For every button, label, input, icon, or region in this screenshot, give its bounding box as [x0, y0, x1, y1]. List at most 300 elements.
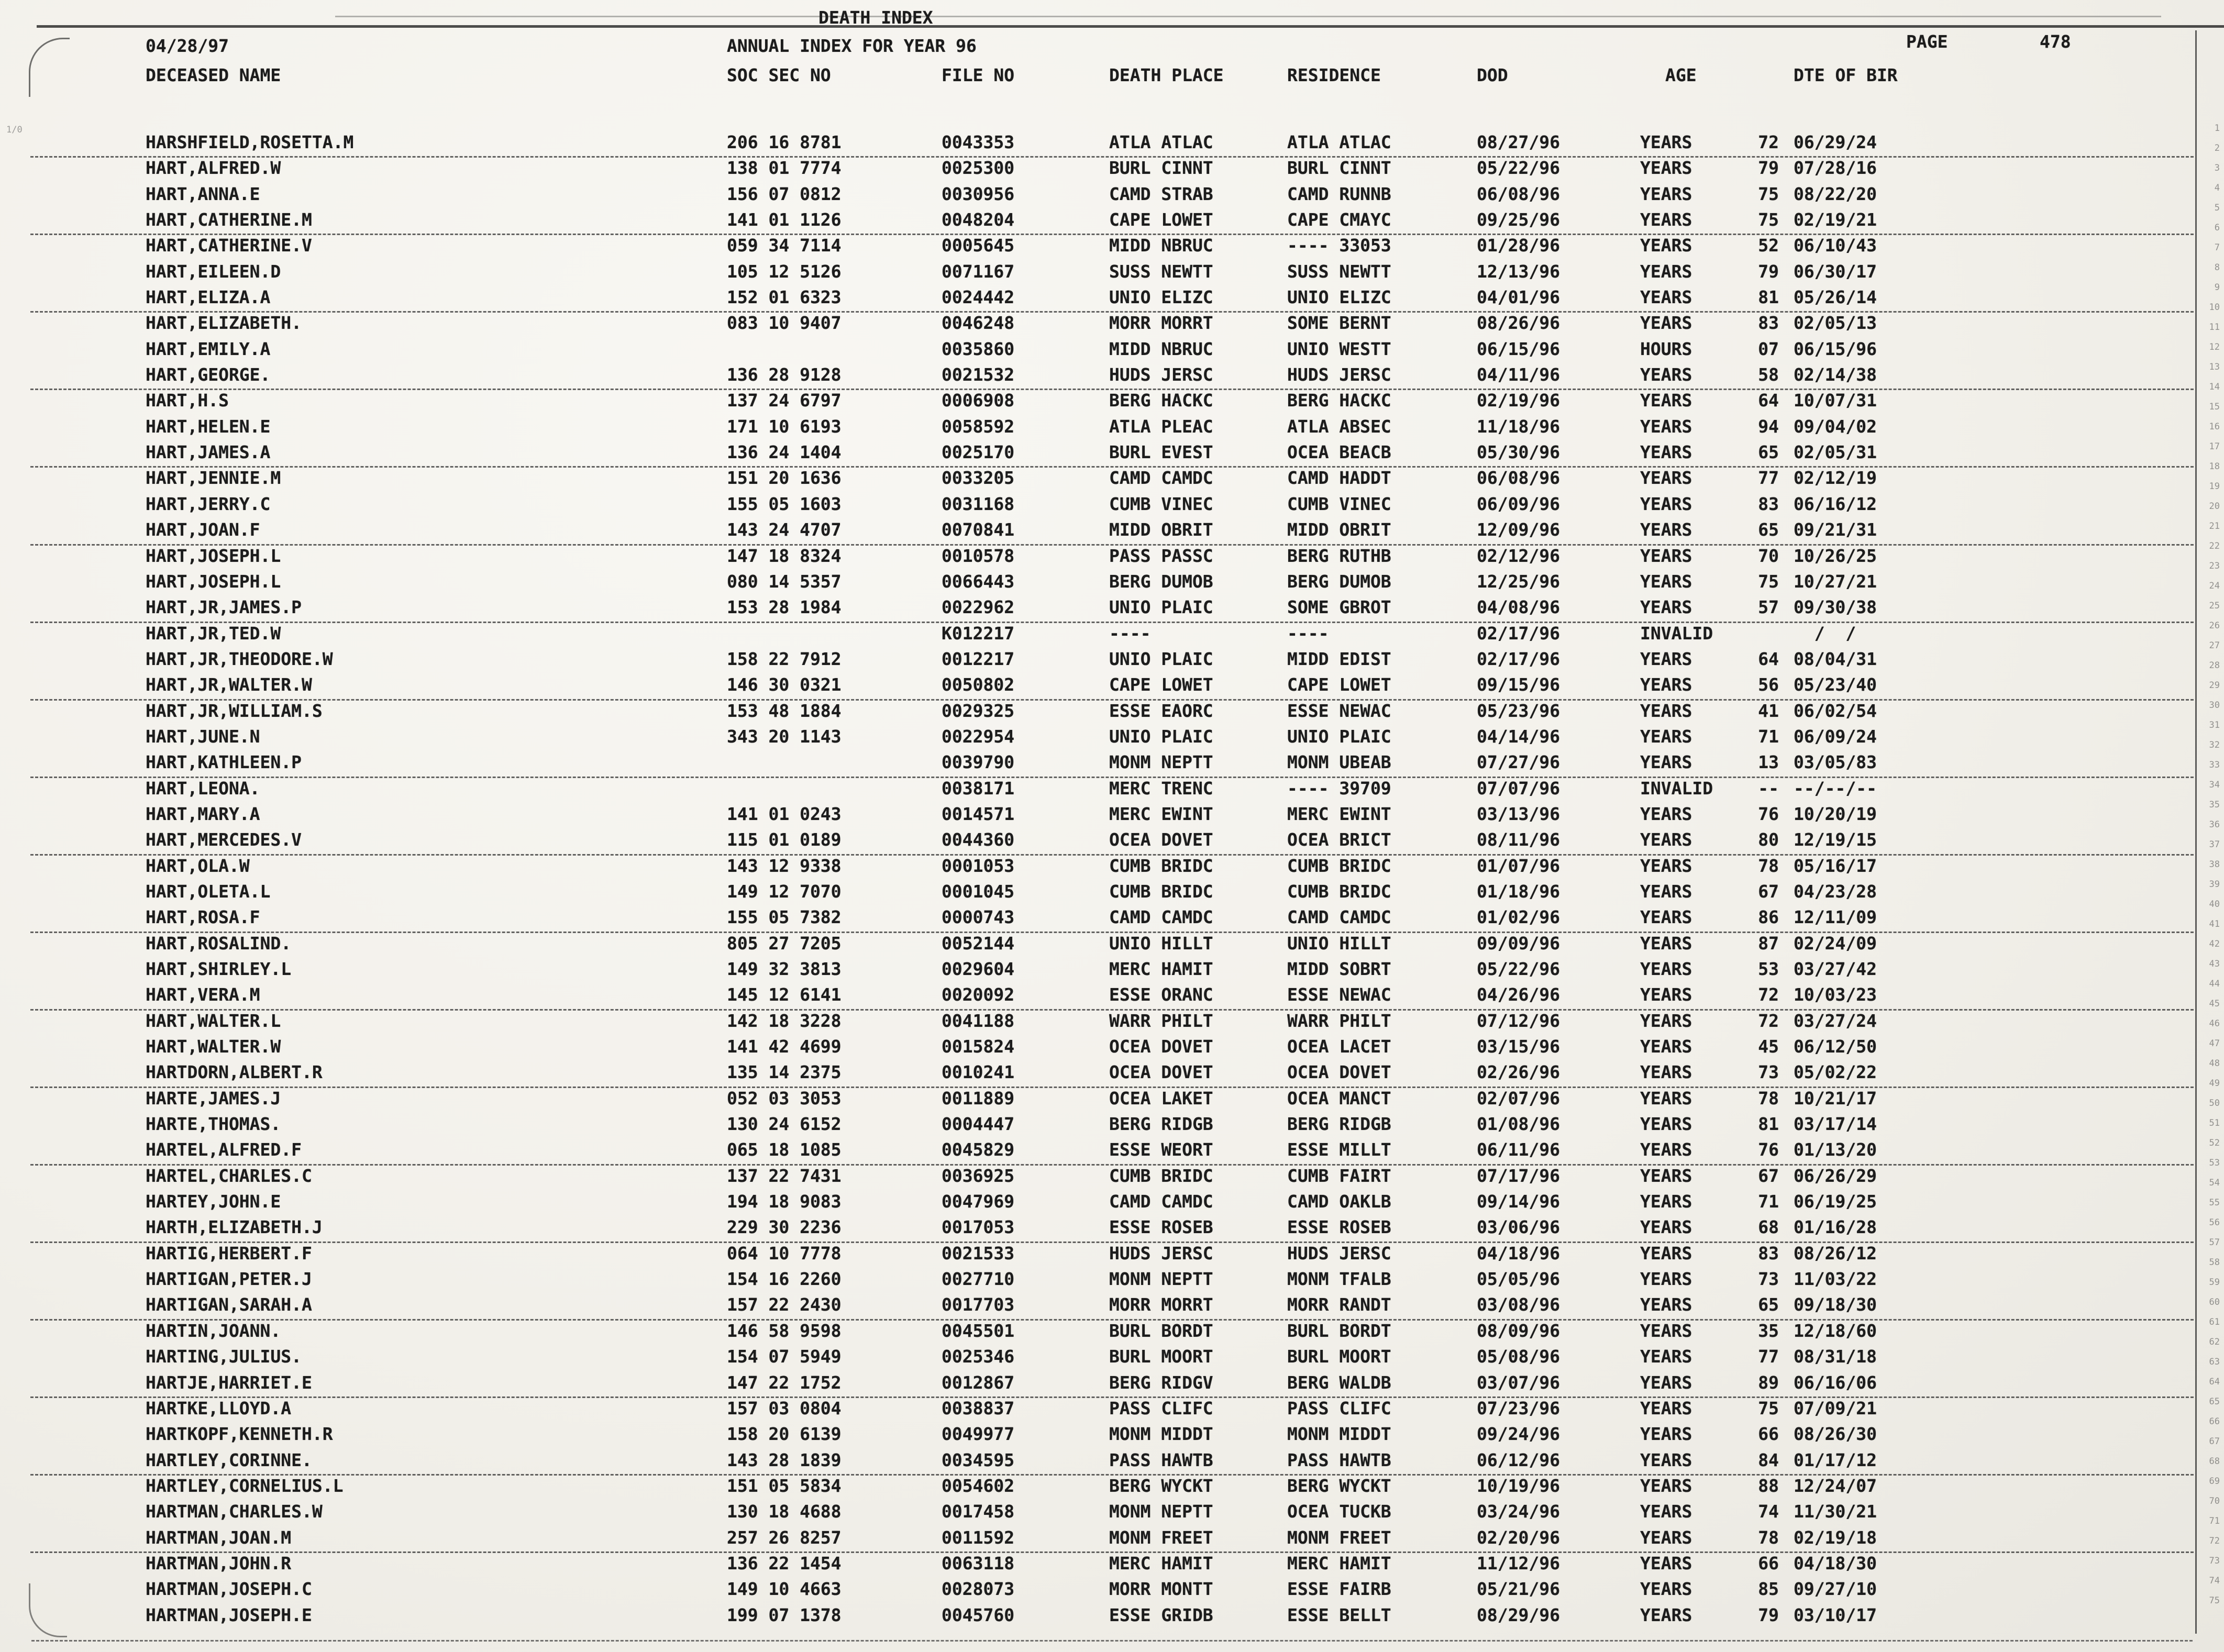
cell-soc-sec-no: 130 24 6152 — [727, 1114, 842, 1135]
cell-deceased-name: HART,ROSA.F — [146, 907, 260, 928]
cell-deceased-name: HART,JERRY.C — [146, 493, 271, 514]
cell-dod: 09/09/96 — [1477, 933, 1560, 953]
cell-dod: 07/23/96 — [1477, 1398, 1560, 1418]
cell-dte-of-bir: 02/19/21 — [1794, 209, 1877, 230]
cell-residence: BERG WYCKT — [1287, 1475, 1391, 1496]
cell-residence: ESSE ROSEB — [1287, 1217, 1391, 1238]
cell-dte-of-bir: / / — [1794, 623, 1856, 644]
edge-line-number: 17 — [2209, 441, 2220, 452]
cell-residence: MONM MIDDT — [1287, 1424, 1391, 1445]
edge-line-number: 9 — [2214, 282, 2220, 293]
cell-age-unit: YEARS — [1640, 1269, 1692, 1290]
edge-line-number: 41 — [2209, 919, 2220, 929]
cell-soc-sec-no: 141 42 4699 — [727, 1036, 842, 1057]
cell-deceased-name: HART,CATHERINE.M — [146, 209, 312, 230]
cell-death-place: MERC HAMIT — [1109, 1553, 1213, 1573]
cell-death-place: MONM FREET — [1109, 1527, 1213, 1548]
cell-residence: CUMB FAIRT — [1287, 1165, 1391, 1186]
cell-dte-of-bir: 02/19/18 — [1794, 1527, 1877, 1548]
cell-soc-sec-no: 138 01 7774 — [727, 158, 842, 179]
cell-death-place: MORR MORRT — [1109, 313, 1213, 334]
cell-age-unit: YEARS — [1640, 648, 1692, 669]
edge-line-number: 28 — [2209, 660, 2220, 671]
cell-file-no: 0011592 — [942, 1527, 1015, 1548]
cell-dod: 12/13/96 — [1477, 261, 1560, 282]
table-row — [0, 1217, 2224, 1243]
cell-dod: 03/15/96 — [1477, 1036, 1560, 1057]
cell-residence: UNIO ELIZC — [1287, 287, 1391, 308]
cell-file-no: 0050802 — [942, 674, 1015, 695]
cell-death-place: OCEA DOVET — [1109, 1036, 1213, 1057]
cell-dod: 02/26/96 — [1477, 1062, 1560, 1083]
cell-file-no: 0033205 — [942, 468, 1015, 489]
cell-age-unit: YEARS — [1640, 1501, 1692, 1522]
cell-age-unit: YEARS — [1640, 287, 1692, 308]
cell-soc-sec-no: 136 28 9128 — [727, 364, 842, 385]
edge-line-number: 45 — [2209, 999, 2220, 1009]
edge-line-number: 31 — [2209, 720, 2220, 730]
table-row — [0, 1011, 2224, 1036]
cell-age-unit: YEARS — [1640, 907, 1692, 928]
cell-dod: 09/15/96 — [1477, 674, 1560, 695]
cell-age-unit: YEARS — [1640, 1604, 1692, 1625]
table-row — [0, 1321, 2224, 1346]
table-row — [0, 597, 2224, 623]
table-row — [0, 571, 2224, 597]
cell-age-unit: YEARS — [1640, 1553, 1692, 1573]
cell-dod: 12/25/96 — [1477, 571, 1560, 592]
cell-deceased-name: HART,JR,WALTER.W — [146, 674, 312, 695]
cell-file-no: 0066443 — [942, 571, 1015, 592]
cell-residence: ESSE MILLT — [1287, 1139, 1391, 1160]
cell-age: 35 — [1758, 1320, 1779, 1341]
cell-age-unit: YEARS — [1640, 1036, 1692, 1057]
cell-death-place: WARR PHILT — [1109, 1010, 1213, 1031]
cell-age-unit: INVALID — [1640, 623, 1713, 644]
cell-age-unit: YEARS — [1640, 132, 1692, 152]
table-row — [0, 1450, 2224, 1476]
cell-age: 78 — [1758, 855, 1779, 876]
cell-age: 88 — [1758, 1475, 1779, 1496]
cell-deceased-name: HART,HELEN.E — [146, 416, 271, 437]
cell-age-unit: YEARS — [1640, 1527, 1692, 1548]
cell-file-no: 0036925 — [942, 1165, 1015, 1186]
cell-dod: 06/08/96 — [1477, 183, 1560, 204]
cell-file-no: 0017458 — [942, 1501, 1015, 1522]
cell-soc-sec-no: 083 10 9407 — [727, 313, 842, 334]
table-row — [0, 984, 2224, 1010]
edge-line-number: 59 — [2209, 1277, 2220, 1288]
cell-deceased-name: HART,ANNA.E — [146, 183, 260, 204]
cell-dod: 02/17/96 — [1477, 648, 1560, 669]
cell-deceased-name: HART,OLETA.L — [146, 881, 271, 902]
cell-soc-sec-no: 142 18 3228 — [727, 1010, 842, 1031]
page-label: PAGE — [1906, 31, 1948, 52]
page-number: 478 — [2040, 31, 2071, 52]
table-row — [0, 701, 2224, 726]
cell-dod: 06/12/96 — [1477, 1449, 1560, 1470]
cell-file-no: 0048204 — [942, 209, 1015, 230]
edge-line-number: 39 — [2209, 879, 2220, 890]
cell-dod: 07/27/96 — [1477, 752, 1560, 773]
cell-residence: MONM FREET — [1287, 1527, 1391, 1548]
cell-age: 81 — [1758, 1114, 1779, 1135]
cell-soc-sec-no: 143 28 1839 — [727, 1449, 842, 1470]
cell-soc-sec-no: 157 03 0804 — [727, 1398, 842, 1418]
table-row — [0, 623, 2224, 649]
cell-residence: BERG DUMOB — [1287, 571, 1391, 592]
cell-file-no: 0045760 — [942, 1604, 1015, 1625]
edge-line-number: 72 — [2209, 1536, 2220, 1546]
cell-age: 65 — [1758, 519, 1779, 540]
cell-dod: 01/28/96 — [1477, 235, 1560, 256]
cell-age: 72 — [1758, 984, 1779, 1005]
cell-deceased-name: HART,JUNE.N — [146, 726, 260, 747]
cell-age-unit: YEARS — [1640, 1088, 1692, 1108]
table-row — [0, 959, 2224, 984]
cell-age-unit: YEARS — [1640, 493, 1692, 514]
edge-line-number: 48 — [2209, 1058, 2220, 1069]
cell-soc-sec-no: 805 27 7205 — [727, 933, 842, 953]
cell-deceased-name: HARTIGAN,SARAH.A — [146, 1294, 312, 1315]
cell-dod: 06/08/96 — [1477, 468, 1560, 489]
cell-file-no: 0004447 — [942, 1114, 1015, 1135]
table-row — [0, 546, 2224, 571]
cell-death-place: UNIO PLAIC — [1109, 597, 1213, 618]
edge-line-number: 70 — [2209, 1496, 2220, 1506]
cell-age-unit: YEARS — [1640, 1294, 1692, 1315]
cell-dod: 01/08/96 — [1477, 1114, 1560, 1135]
cell-age-unit: YEARS — [1640, 752, 1692, 773]
table-row — [0, 752, 2224, 778]
cell-death-place: MIDD OBRIT — [1109, 519, 1213, 540]
cell-death-place: CAMD CAMDC — [1109, 907, 1213, 928]
cell-age: 67 — [1758, 881, 1779, 902]
cell-deceased-name: HART,ELIZA.A — [146, 287, 271, 308]
table-row — [0, 933, 2224, 959]
cell-deceased-name: HART,JOAN.F — [146, 519, 260, 540]
cell-residence: CAMD HADDT — [1287, 468, 1391, 489]
cell-file-no: 0022954 — [942, 726, 1015, 747]
table-row — [0, 494, 2224, 519]
cell-dod: 07/12/96 — [1477, 1010, 1560, 1031]
cell-residence: SUSS NEWTT — [1287, 261, 1391, 282]
edge-line-number: 63 — [2209, 1357, 2220, 1367]
edge-line-number: 35 — [2209, 800, 2220, 810]
cell-residence: OCEA BEACB — [1287, 442, 1391, 463]
table-row — [0, 1191, 2224, 1217]
cell-dod: 01/02/96 — [1477, 907, 1560, 928]
cell-file-no: 0022962 — [942, 597, 1015, 618]
cell-deceased-name: HART,ALFRED.W — [146, 158, 281, 179]
cell-death-place: CAPE LOWET — [1109, 674, 1213, 695]
edge-line-number: 73 — [2209, 1556, 2220, 1566]
cell-dod: 05/08/96 — [1477, 1346, 1560, 1367]
cell-residence: OCEA BRICT — [1287, 829, 1391, 850]
cell-death-place: BERG HACKC — [1109, 390, 1213, 411]
cell-dte-of-bir: 10/21/17 — [1794, 1088, 1877, 1108]
cell-deceased-name: HART,JOSEPH.L — [146, 571, 281, 592]
edge-line-number: 46 — [2209, 1018, 2220, 1029]
cell-soc-sec-no: 105 12 5126 — [727, 261, 842, 282]
cell-dte-of-bir: 06/09/24 — [1794, 726, 1877, 747]
cell-dte-of-bir: 06/02/54 — [1794, 700, 1877, 721]
cell-dod: 03/06/96 — [1477, 1217, 1560, 1238]
cell-death-place: MONM NEPTT — [1109, 752, 1213, 773]
cell-dod: 06/15/96 — [1477, 338, 1560, 359]
cell-death-place: BURL CINNT — [1109, 158, 1213, 179]
cell-soc-sec-no: 130 18 4688 — [727, 1501, 842, 1522]
edge-line-number: 23 — [2209, 561, 2220, 571]
table-row — [0, 390, 2224, 416]
cell-dod: 04/18/96 — [1477, 1243, 1560, 1263]
cell-deceased-name: HARTDORN,ALBERT.R — [146, 1062, 323, 1083]
cell-age: 66 — [1758, 1553, 1779, 1573]
edge-line-number: 74 — [2209, 1576, 2220, 1586]
cell-dte-of-bir: 07/09/21 — [1794, 1398, 1877, 1418]
edge-line-number: 22 — [2209, 541, 2220, 551]
cell-residence: SOME GBROT — [1287, 597, 1391, 618]
edge-line-number: 33 — [2209, 760, 2220, 770]
cell-file-no: 0041188 — [942, 1010, 1015, 1031]
edge-line-number: 26 — [2209, 620, 2220, 631]
cell-residence: ---- — [1287, 623, 1329, 644]
cell-deceased-name: HARTING,JULIUS. — [146, 1346, 302, 1367]
cell-soc-sec-no: 145 12 6141 — [727, 984, 842, 1005]
cell-residence: CUMB VINEC — [1287, 493, 1391, 514]
cell-age: 75 — [1758, 209, 1779, 230]
table-row — [0, 416, 2224, 442]
cell-age-unit: YEARS — [1640, 597, 1692, 618]
cell-age-unit: YEARS — [1640, 959, 1692, 979]
cell-file-no: 0058592 — [942, 416, 1015, 437]
cell-age: 83 — [1758, 493, 1779, 514]
cell-death-place: CAMD CAMDC — [1109, 468, 1213, 489]
cell-age: 68 — [1758, 1217, 1779, 1238]
cell-deceased-name: HART,H.S — [146, 390, 229, 411]
cell-age: 65 — [1758, 442, 1779, 463]
cell-deceased-name: HARTMAN,JOAN.M — [146, 1527, 292, 1548]
cell-age-unit: HOURS — [1640, 338, 1692, 359]
cell-age: 58 — [1758, 364, 1779, 385]
cell-death-place: PASS HAWTB — [1109, 1449, 1213, 1470]
cell-age-unit: YEARS — [1640, 1165, 1692, 1186]
cell-dte-of-bir: 10/07/31 — [1794, 390, 1877, 411]
cell-age-unit: YEARS — [1640, 442, 1692, 463]
cell-file-no: 0025346 — [942, 1346, 1015, 1367]
edge-line-number: 3 — [2214, 163, 2220, 173]
cell-deceased-name: HART,MARY.A — [146, 803, 260, 824]
cell-soc-sec-no: 146 58 9598 — [727, 1320, 842, 1341]
cell-age-unit: YEARS — [1640, 1139, 1692, 1160]
cell-deceased-name: HART,JR,JAMES.P — [146, 597, 302, 618]
scan-corner-top-left — [29, 38, 70, 97]
cell-residence: WARR PHILT — [1287, 1010, 1391, 1031]
cell-file-no: 0029325 — [942, 700, 1015, 721]
cell-death-place: CUMB BRIDC — [1109, 855, 1213, 876]
cell-residence: MIDD SOBRT — [1287, 959, 1391, 979]
cell-death-place: MERC TRENC — [1109, 778, 1213, 799]
edge-line-number: 44 — [2209, 979, 2220, 989]
edge-line-number: 8 — [2214, 262, 2220, 273]
cell-death-place: MORR MORRT — [1109, 1294, 1213, 1315]
cell-soc-sec-no: 136 22 1454 — [727, 1553, 842, 1573]
cell-residence: SOME BERNT — [1287, 313, 1391, 334]
cell-soc-sec-no: 229 30 2236 — [727, 1217, 842, 1238]
cell-residence: BURL CINNT — [1287, 158, 1391, 179]
edge-line-number: 6 — [2214, 223, 2220, 233]
cell-death-place: ESSE ORANC — [1109, 984, 1213, 1005]
table-row — [0, 339, 2224, 364]
cell-soc-sec-no: 194 18 9083 — [727, 1191, 842, 1212]
cell-soc-sec-no: 151 20 1636 — [727, 468, 842, 489]
cell-dte-of-bir: 03/05/83 — [1794, 752, 1877, 773]
edge-line-number: 14 — [2209, 382, 2220, 392]
cell-file-no: 0005645 — [942, 235, 1015, 256]
cell-death-place: BERG RIDGV — [1109, 1372, 1213, 1393]
cell-file-no: 0035860 — [942, 338, 1015, 359]
cell-soc-sec-no: 147 22 1752 — [727, 1372, 842, 1393]
edge-line-number: 27 — [2209, 640, 2220, 651]
table-row — [0, 1062, 2224, 1088]
cell-dte-of-bir: 06/15/96 — [1794, 338, 1877, 359]
cell-death-place: HUDS JERSC — [1109, 1243, 1213, 1263]
cell-age: 75 — [1758, 1398, 1779, 1418]
cell-age: 07 — [1758, 338, 1779, 359]
cell-age: 72 — [1758, 1010, 1779, 1031]
cell-dte-of-bir: 06/29/24 — [1794, 132, 1877, 152]
cell-dte-of-bir: 03/10/17 — [1794, 1604, 1877, 1625]
cell-age: 13 — [1758, 752, 1779, 773]
table-row — [0, 261, 2224, 287]
cell-death-place: BERG WYCKT — [1109, 1475, 1213, 1496]
cell-dod: 12/09/96 — [1477, 519, 1560, 540]
cell-death-place: MERC EWINT — [1109, 803, 1213, 824]
cell-soc-sec-no: 080 14 5357 — [727, 571, 842, 592]
cell-deceased-name: HART,JAMES.A — [146, 442, 271, 463]
cell-age-unit: YEARS — [1640, 235, 1692, 256]
cell-age: 78 — [1758, 1088, 1779, 1108]
cell-death-place: OCEA DOVET — [1109, 829, 1213, 850]
cell-age: 45 — [1758, 1036, 1779, 1057]
cell-deceased-name: HARTH,ELIZABETH.J — [146, 1217, 323, 1238]
cell-residence: ESSE NEWAC — [1287, 984, 1391, 1005]
edge-line-number: 21 — [2209, 521, 2220, 531]
edge-line-number: 42 — [2209, 939, 2220, 949]
cell-soc-sec-no: 158 20 6139 — [727, 1424, 842, 1445]
table-row — [0, 1579, 2224, 1604]
cell-age: 79 — [1758, 261, 1779, 282]
edge-line-number: 65 — [2209, 1396, 2220, 1407]
cell-dte-of-bir: 08/04/31 — [1794, 648, 1877, 669]
cell-deceased-name: HART,LEONA. — [146, 778, 260, 799]
table-row — [0, 1346, 2224, 1372]
table-row — [0, 778, 2224, 804]
table-row — [0, 313, 2224, 338]
cell-age-unit: YEARS — [1640, 519, 1692, 540]
cell-dod: 02/19/96 — [1477, 390, 1560, 411]
cell-deceased-name: HARTEY,JOHN.E — [146, 1191, 281, 1212]
cell-file-no: 0020092 — [942, 984, 1015, 1005]
cell-file-no: 0031168 — [942, 493, 1015, 514]
table-row — [0, 804, 2224, 829]
cell-dod: 02/20/96 — [1477, 1527, 1560, 1548]
cell-dte-of-bir: 02/14/38 — [1794, 364, 1877, 385]
cell-death-place: CAPE LOWET — [1109, 209, 1213, 230]
edge-line-number: 38 — [2209, 859, 2220, 870]
table-row — [0, 1294, 2224, 1320]
edge-line-number: 13 — [2209, 362, 2220, 372]
cell-age: 64 — [1758, 390, 1779, 411]
edge-line-number: 69 — [2209, 1476, 2220, 1487]
cell-dte-of-bir: 09/18/30 — [1794, 1294, 1877, 1315]
edge-line-number: 51 — [2209, 1118, 2220, 1128]
cell-dte-of-bir: 09/27/10 — [1794, 1579, 1877, 1600]
cell-dod: 05/30/96 — [1477, 442, 1560, 463]
cell-death-place: BERG RIDGB — [1109, 1114, 1213, 1135]
cell-age-unit: YEARS — [1640, 1243, 1692, 1263]
cell-death-place: CAMD STRAB — [1109, 183, 1213, 204]
cell-death-place: ---- — [1109, 623, 1151, 644]
cell-dte-of-bir: 04/18/30 — [1794, 1553, 1877, 1573]
edge-line-number: 29 — [2209, 680, 2220, 691]
cell-file-no: 0054602 — [942, 1475, 1015, 1496]
cell-dod: 03/07/96 — [1477, 1372, 1560, 1393]
cell-deceased-name: HARSHFIELD,ROSETTA.M — [146, 132, 354, 152]
cell-file-no: 0001053 — [942, 855, 1015, 876]
cell-deceased-name: HART,VERA.M — [146, 984, 260, 1005]
cell-death-place: BURL MOORT — [1109, 1346, 1213, 1367]
cell-soc-sec-no: 136 24 1404 — [727, 442, 842, 463]
cell-death-place: OCEA DOVET — [1109, 1062, 1213, 1083]
cell-age-unit: YEARS — [1640, 1062, 1692, 1083]
cell-age: 81 — [1758, 287, 1779, 308]
cell-dod: 04/01/96 — [1477, 287, 1560, 308]
cell-dte-of-bir: --/--/-- — [1794, 778, 1877, 799]
edge-line-number: 52 — [2209, 1138, 2220, 1148]
cell-deceased-name: HART,ELIZABETH. — [146, 313, 302, 334]
table-row — [0, 726, 2224, 752]
cell-age-unit: YEARS — [1640, 700, 1692, 721]
cell-residence: ESSE BELLT — [1287, 1604, 1391, 1625]
cell-file-no: 0052144 — [942, 933, 1015, 953]
table-row — [0, 468, 2224, 493]
table-row — [0, 1166, 2224, 1191]
cell-file-no: 0039790 — [942, 752, 1015, 773]
cell-deceased-name: HARTIGAN,PETER.J — [146, 1269, 312, 1290]
table-row — [0, 442, 2224, 468]
cell-dte-of-bir: 04/23/28 — [1794, 881, 1877, 902]
edge-line-number: 40 — [2209, 899, 2220, 910]
cell-age: 77 — [1758, 468, 1779, 489]
cell-deceased-name: HART,JENNIE.M — [146, 468, 281, 489]
cell-age-unit: YEARS — [1640, 1579, 1692, 1600]
edge-line-number: 30 — [2209, 700, 2220, 711]
cell-age: 65 — [1758, 1294, 1779, 1315]
cell-dod: 08/27/96 — [1477, 132, 1560, 152]
cell-age-unit: YEARS — [1640, 829, 1692, 850]
edge-line-number: 60 — [2209, 1297, 2220, 1307]
cell-age: 70 — [1758, 545, 1779, 566]
cell-file-no: 0001045 — [942, 881, 1015, 902]
cell-soc-sec-no: 052 03 3053 — [727, 1088, 842, 1108]
table-row — [0, 674, 2224, 700]
cell-age-unit: YEARS — [1640, 1424, 1692, 1445]
cell-age: 83 — [1758, 1243, 1779, 1263]
cell-age-unit: YEARS — [1640, 209, 1692, 230]
cell-age-unit: YEARS — [1640, 726, 1692, 747]
cell-soc-sec-no: 257 26 8257 — [727, 1527, 842, 1548]
